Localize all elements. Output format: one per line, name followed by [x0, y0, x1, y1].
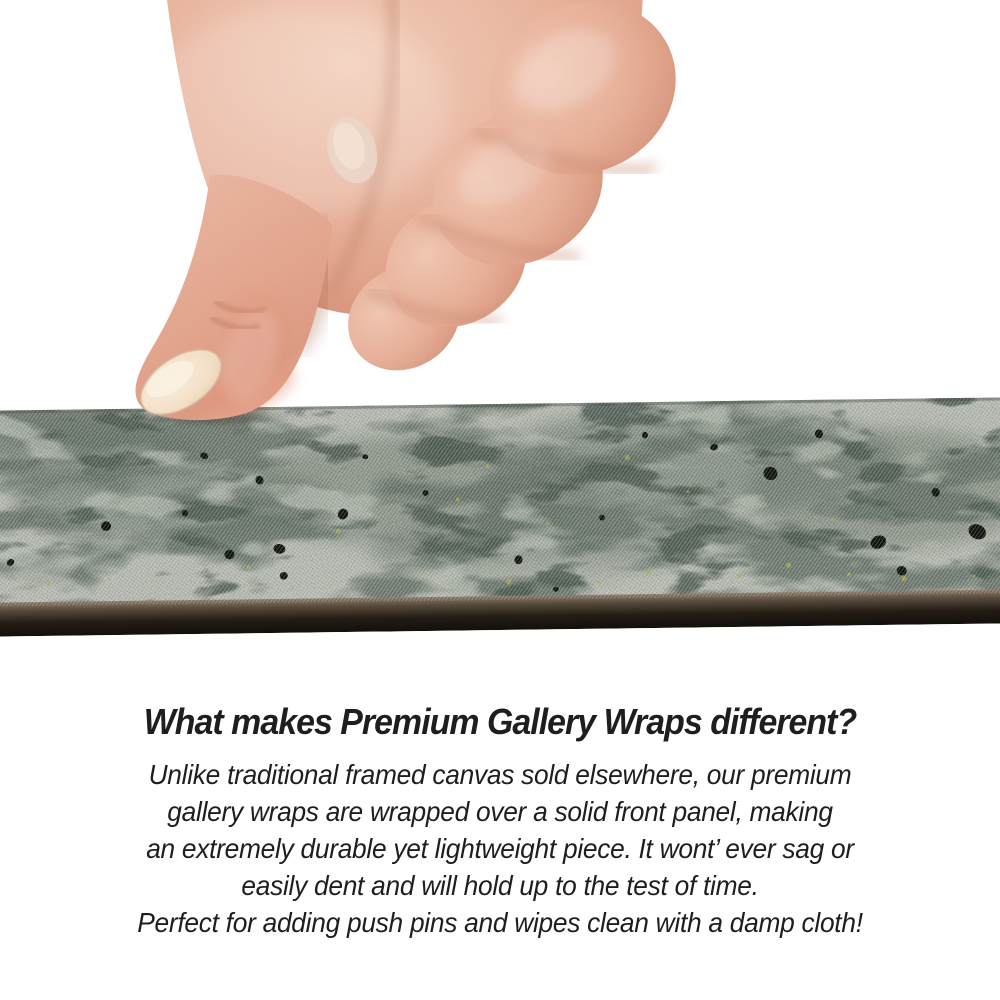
body-line: gallery wraps are wrapped over a solid front panel, making [167, 796, 833, 827]
body-line: an extremely durable yet lightweight piece. It wont’ ever sag or [146, 833, 854, 864]
thumb [130, 175, 332, 428]
body-line: Perfect for adding push pins and wipes clean with a damp cloth! [137, 907, 863, 938]
headline: What makes Premium Gallery Wraps different? [143, 701, 857, 742]
body-line: Unlike traditional framed canvas sold elsewhere, our premium [148, 759, 852, 790]
copy-block [30, 700, 970, 941]
body-text [30, 756, 970, 941]
body-line: easily dent and will hold up to the test of time. [241, 870, 759, 901]
hand-photo [0, 0, 1000, 460]
